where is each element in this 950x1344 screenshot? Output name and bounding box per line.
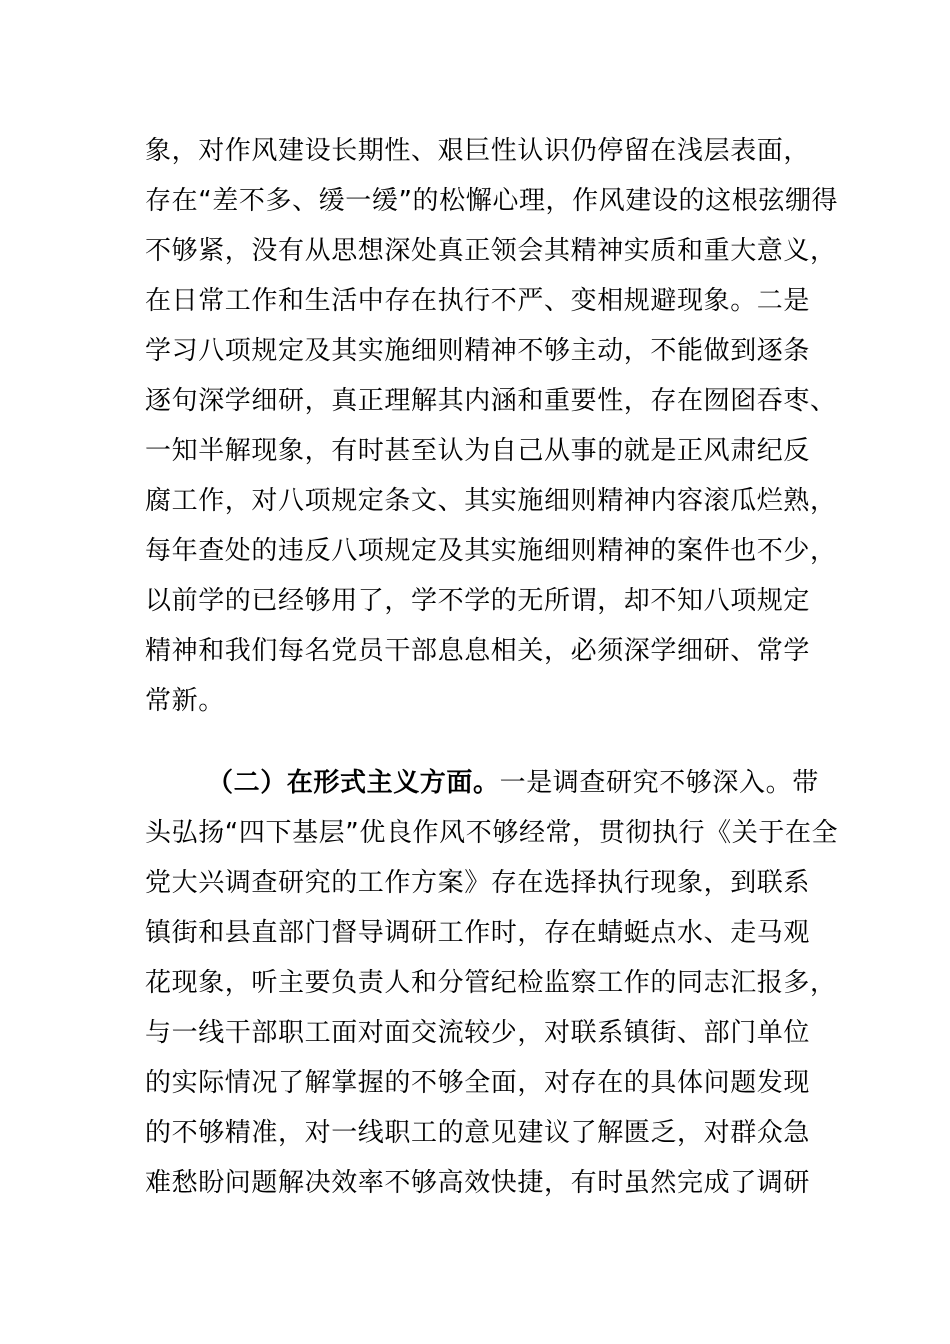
- text-line: 头弘扬“四下基层”优良作风不够经常，贯彻执行《关于在全: [145, 818, 839, 848]
- text-line-rest: 一是调查研究不够深入。带: [499, 768, 819, 798]
- text-line: 常新。: [145, 686, 225, 716]
- text-line: 与一线干部职工面对面交流较少，对联系镇街、部门单位: [145, 1018, 811, 1048]
- text-line: 一知半解现象，有时甚至认为自己从事的就是正风肃纪反: [145, 436, 811, 466]
- text-line: 在日常工作和生活中存在执行不严、变相规避现象。二是: [145, 286, 811, 316]
- text-line: 难愁盼问题解决效率不够高效快捷，有时虽然完成了调研: [145, 1168, 811, 1198]
- text-line: 腐工作，对八项规定条文、其实施细则精神内容滚瓜烂熟，: [145, 486, 837, 516]
- text-line: 逐句深学细研，真正理解其内涵和重要性，存在囫囵吞枣、: [145, 386, 837, 416]
- text-line: 党大兴调查研究的工作方案》存在选择执行现象，到联系: [145, 868, 811, 898]
- text-line: 以前学的已经够用了，学不学的无所谓，却不知八项规定: [145, 586, 811, 616]
- text-line: 象，对作风建设长期性、艰巨性认识仍停留在浅层表面，: [145, 136, 811, 166]
- text-line: 不够紧，没有从思想深处真正领会其精神实质和重大意义，: [145, 236, 837, 266]
- text-line: 精神和我们每名党员干部息息相关，必须深学细研、常学: [145, 636, 811, 666]
- paragraph-work-style: [145, 126, 839, 726]
- section-heading: （二）在形式主义方面。: [207, 768, 500, 798]
- text-line: 每年查处的违反八项规定及其实施细则精神的案件也不少，: [145, 536, 837, 566]
- text-line: 存在“差不多、缓一缓”的松懈心理，作风建设的这根弦绷得: [145, 186, 839, 216]
- paragraph-formalism: [145, 758, 839, 1208]
- text-line: 镇街和县直部门督导调研工作时，存在蜻蜓点水、走马观: [145, 918, 811, 948]
- text-line: 花现象，听主要负责人和分管纪检监察工作的同志汇报多，: [145, 968, 837, 998]
- text-line: 学习八项规定及其实施细则精神不够主动，不能做到逐条: [145, 336, 811, 366]
- text-line: 的实际情况了解掌握的不够全面，对存在的具体问题发现: [145, 1068, 811, 1098]
- text-line: 的不够精准，对一线职工的意见建议了解匮乏，对群众急: [145, 1118, 811, 1148]
- text-line-first: [145, 758, 819, 808]
